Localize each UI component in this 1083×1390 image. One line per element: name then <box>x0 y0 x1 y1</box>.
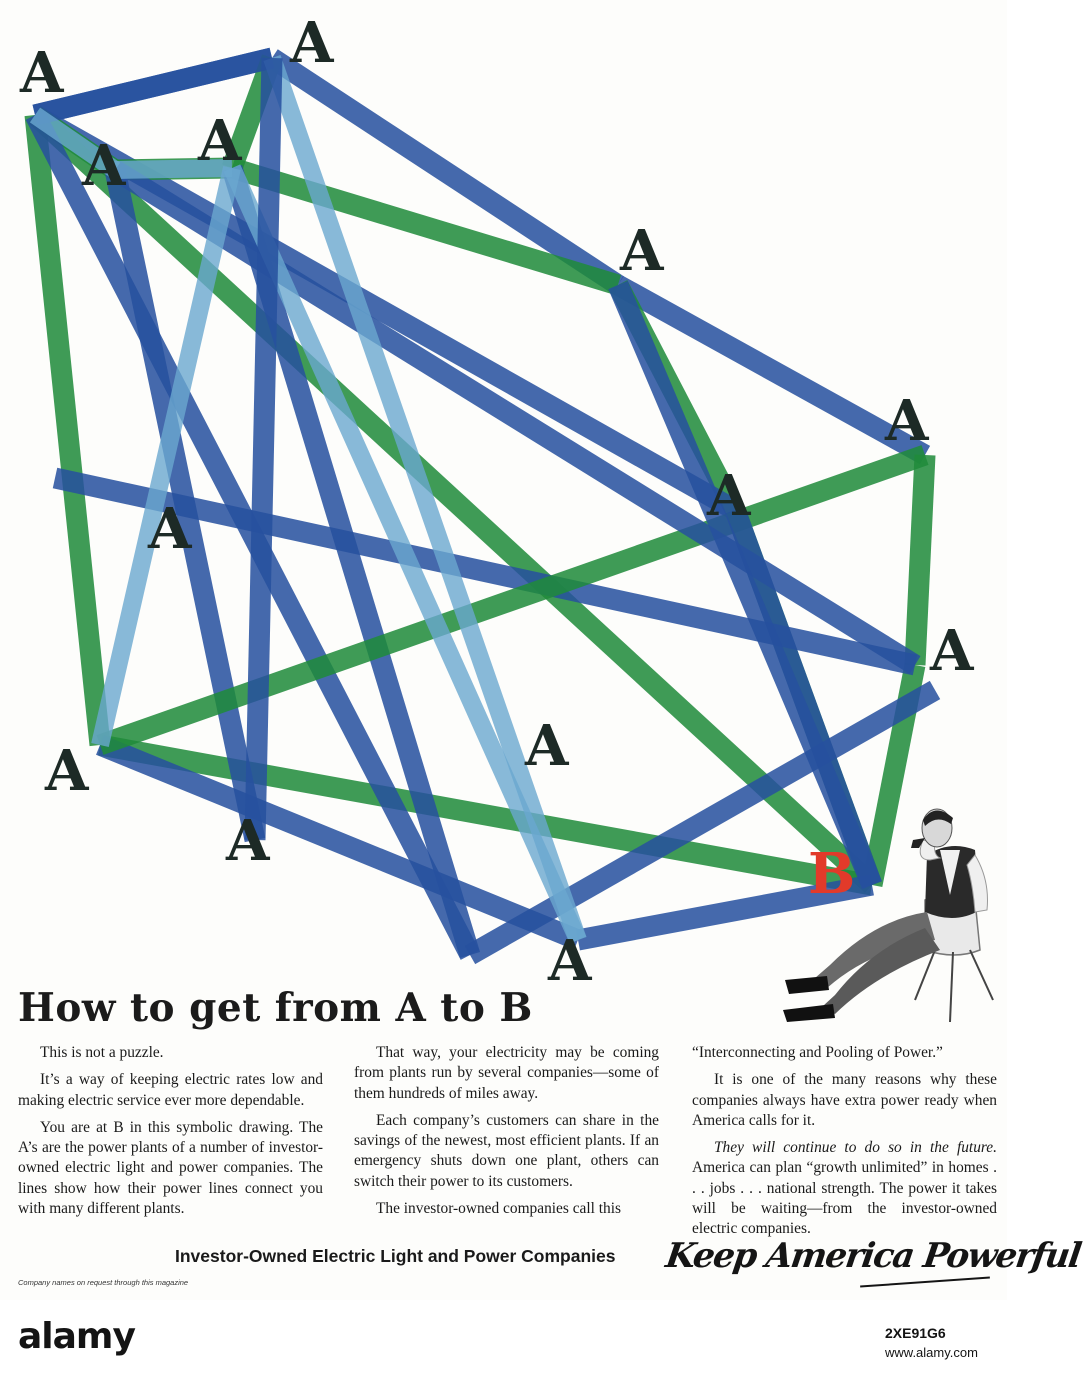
stock-image-id: 2XE91G6 <box>885 1325 946 1341</box>
sponsor-name: Investor-Owned Electric Light and Power Companies <box>175 1246 616 1266</box>
seated-man-illustration <box>775 800 1005 1030</box>
body-paragraph: That way, your electricity may be coming from plants run by several companies—some of them hundreds of miles away. <box>354 1044 659 1102</box>
plant-label-a: A <box>707 463 751 529</box>
body-paragraph: You are at B in this symbolic drawing. The A’s are the power plants of a number of investor-owned electric light and power companies. The lines show how their power lines connect you with many different plants. <box>18 1118 323 1218</box>
plant-label-a: A <box>930 618 974 684</box>
stock-url: www.alamy.com <box>885 1345 978 1360</box>
plant-label-a: A <box>82 133 126 199</box>
plant-label-a: A <box>20 40 64 106</box>
footnote: Company names on request through this magazine <box>18 1278 189 1287</box>
plant-label-a: A <box>45 738 89 804</box>
power-line <box>35 58 272 115</box>
home-label-b: B <box>808 841 856 907</box>
body-paragraph: Each company’s customers can share in the savings of the newest, most efficient plants. If an emergency shuts down one plant, others can switch their power to its customers. <box>354 1111 659 1190</box>
body-column-3 <box>692 1043 997 1247</box>
plant-label-a: A <box>620 218 664 284</box>
plant-label-a: A <box>525 713 569 779</box>
plant-label-a: A <box>290 10 334 76</box>
stock-logo: alamy <box>18 1316 135 1357</box>
plant-label-a: A <box>885 388 929 454</box>
plant-label-a: A <box>548 928 592 994</box>
power-line <box>272 58 618 285</box>
body-paragraph: “Interconnecting and Pooling of Power.” <box>692 1044 943 1061</box>
body-text: America can plan “growth unlimited” in homes . . . jobs . . . national strength. The power it takes will be waiting—from the investor-owned electric companies. <box>692 1159 997 1238</box>
slogan-underline <box>860 1276 990 1287</box>
italic-lead: They will continue to do so in the future. <box>714 1139 997 1157</box>
body-paragraph: It is one of the many reasons why these companies always have extra power ready when America calls for it. <box>692 1071 997 1129</box>
body-paragraph: This is not a puzzle. <box>40 1044 164 1061</box>
plant-label-a: A <box>198 108 242 174</box>
plant-label-a: A <box>148 496 192 562</box>
body-paragraph: It’s a way of keeping electric rates low and making electric service ever more dependable. <box>18 1071 323 1109</box>
body-paragraph: The investor-owned companies call this <box>376 1200 622 1218</box>
body-paragraph <box>692 1138 997 1239</box>
slogan: Keep America Powerful <box>663 1236 1083 1276</box>
stock-watermark-bar <box>0 1300 1007 1390</box>
headline: How to get from A to B <box>18 985 533 1031</box>
body-column-1 <box>18 1043 323 1226</box>
body-column-2 <box>354 1043 659 1226</box>
power-line <box>915 455 925 665</box>
plant-label-a: A <box>226 808 270 874</box>
